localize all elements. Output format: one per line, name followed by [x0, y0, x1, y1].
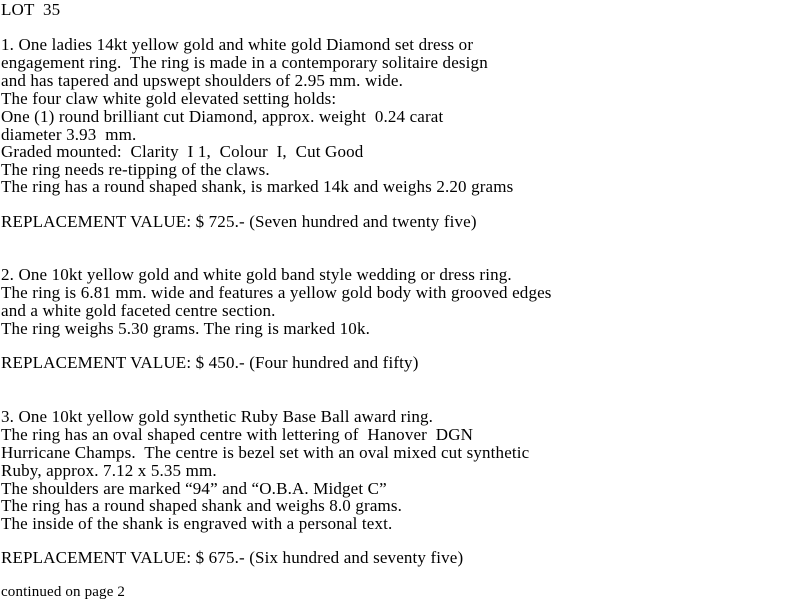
item-3-line-5: The shoulders are marked “94” and “O.B.A. Midget C”	[1, 479, 387, 498]
item-1-line-6: diameter 3.93 mm.	[1, 125, 137, 144]
item-2-line-1: 2. One 10kt yellow gold and white gold band style wedding or dress ring.	[1, 265, 512, 284]
item-3-line-4: Ruby, approx. 7.12 x 5.35 mm.	[1, 461, 217, 480]
item-1-line-8: The ring needs re-tipping of the claws.	[1, 160, 270, 179]
continuation-note: continued on page 2	[1, 584, 126, 600]
item-1-line-3: and has tapered and upswept shoulders of 2.95 mm. wide.	[1, 71, 403, 90]
item-1-line-7: Graded mounted: Clarity I 1, Colour I, Cut Good	[1, 142, 364, 161]
item-1-line-9: The ring has a round shaped shank, is marked 14k and weighs 2.20 grams	[1, 177, 514, 196]
item-2-line-3: and a white gold faceted centre section.	[1, 301, 276, 320]
item-2-line-2: The ring is 6.81 mm. wide and features a yellow gold body with grooved edges	[1, 283, 552, 302]
item-1-line-4: The four claw white gold elevated setting holds:	[1, 89, 337, 108]
item-3-line-2: The ring has an oval shaped centre with lettering of Hanover DGN	[1, 425, 474, 444]
item-1-line-5: One (1) round brilliant cut Diamond, approx. weight 0.24 carat	[1, 107, 444, 126]
item-1-line-1: 1. One ladies 14kt yellow gold and white gold Diamond set dress or	[1, 35, 474, 54]
item-2-replacement-value: REPLACEMENT VALUE: $ 450.- (Four hundred and fifty)	[1, 353, 419, 372]
item-3-line-3: Hurricane Champs. The centre is bezel set with an oval mixed cut synthetic	[1, 443, 530, 462]
item-3-line-6: The ring has a round shaped shank and weighs 8.0 grams.	[1, 496, 403, 515]
item-3-line-7: The inside of the shank is engraved with a personal text.	[1, 514, 393, 533]
item-1-line-2: engagement ring. The ring is made in a contemporary solitaire design	[1, 53, 488, 72]
item-2-line-4: The ring weighs 5.30 grams. The ring is marked 10k.	[1, 319, 370, 338]
item-3-line-1: 3. One 10kt yellow gold synthetic Ruby Base Ball award ring.	[1, 407, 434, 426]
item-3-replacement-value: REPLACEMENT VALUE: $ 675.- (Six hundred and seventy five)	[1, 548, 464, 567]
lot-number: LOT 35	[1, 0, 61, 19]
item-1-replacement-value: REPLACEMENT VALUE: $ 725.- (Seven hundred and twenty five)	[1, 212, 477, 231]
